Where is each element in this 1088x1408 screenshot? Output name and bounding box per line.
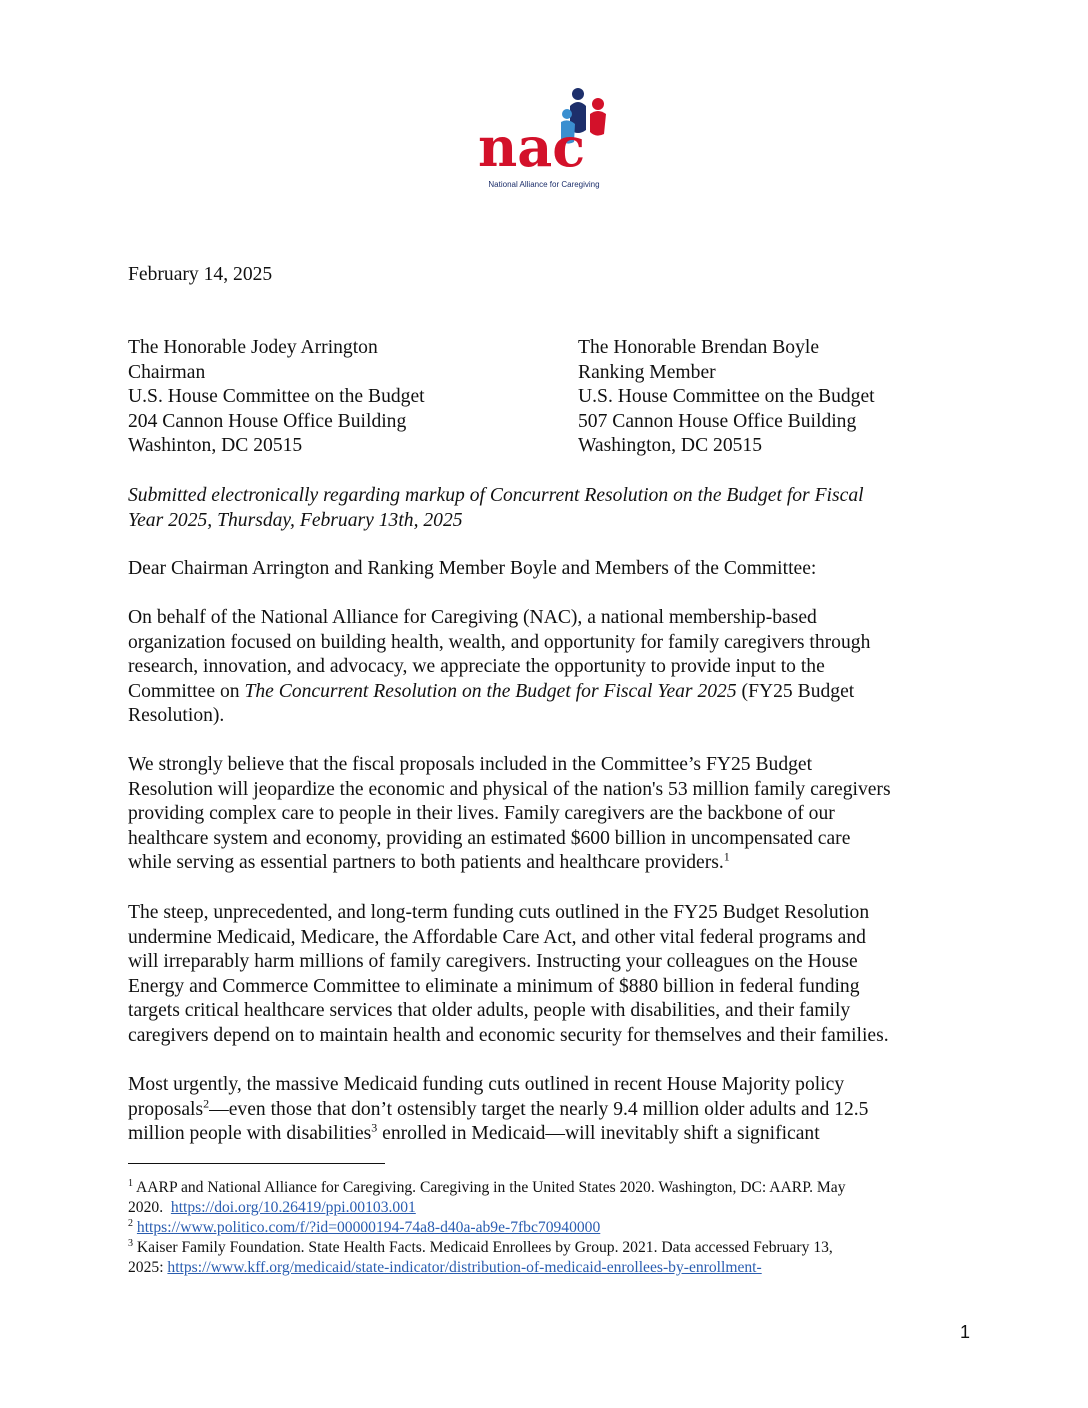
paragraph-intro [128,606,968,729]
page-number: 1 [959,1322,970,1342]
addressee-left-line: U.S. House Committee on the Budget [128,386,425,408]
footnote-1 [128,1178,968,1198]
footnote-mark: 2 [128,1217,133,1229]
paragraph-text: Committee on [128,680,245,702]
footnote-link[interactable]: https://doi.org/10.26419/ppi.00103.001 [170,1199,416,1216]
footnote-ref[interactable]: 2 [203,1096,210,1111]
addressee-right-line: Washington, DC 20515 [578,435,763,457]
paragraph-line: healthcare system and economy, providing an estimated $600 billion in uncompensated care [128,827,851,849]
footnote-text: AARP and National Alliance for Caregiving. Caregiving in the United States 2020. Washington, DC: AARP. May [133,1179,846,1196]
paragraph-line: providing complex care to people in their lives. Family caregivers are the backbone of our [128,803,835,825]
footnote-text: 2025: [128,1259,168,1276]
addressee-right [578,336,978,459]
paragraph-line: research, innovation, and advocacy, we appreciate the opportunity to provide input to the [128,656,825,678]
paragraph-line [128,851,968,876]
paragraph-line: undermine Medicaid, Medicare, the Affordable Care Act, and other vital federal programs and [128,926,866,948]
paragraph-line: Energy and Commerce Committee to eliminate a minimum of $880 billion in federal funding [128,975,860,997]
paragraph-line: We strongly believe that the fiscal proposals included in the Committee’s FY25 Budget [128,754,813,775]
paragraph-line: organization focused on building health, wealth, and opportunity for family caregivers through [128,631,871,653]
addressee-left-line: Washinton, DC 20515 [128,435,303,457]
footnote-3 [128,1238,968,1258]
footnote-divider [128,1163,385,1164]
paragraph-medicaid [128,1073,968,1147]
paragraph-cuts [128,901,968,1049]
paragraph-text: proposals [128,1098,204,1120]
paragraph-line: On behalf of the National Alliance for Caregiving (NAC), a national membership-based [128,607,817,628]
addressee-left-line: 204 Cannon House Office Building [128,410,407,432]
addressee-left-line: The Honorable Jodey Arrington [128,337,378,358]
footnote-mark: 1 [128,1177,133,1189]
footnote-3-cont [128,1258,968,1278]
letter-date: February 14, 2025 [128,264,273,285]
addressee-right-line: U.S. House Committee on the Budget [578,386,875,408]
paragraph-line: caregivers depend on to maintain health and economic security for themselves and their families. [128,1024,889,1046]
paragraph-line [128,1098,968,1123]
paragraph-line: The steep, unprecedented, and long-term funding cuts outlined in the FY25 Budget Resolution [128,902,870,923]
addressee-right-line: Ranking Member [578,361,716,383]
subject-line-text: Year 2025, Thursday, February 13th, 2025 [128,509,463,531]
paragraph-line: Resolution). [128,705,225,727]
footnote-mark: 3 [128,1237,133,1249]
logo-figure-head-red [592,98,604,110]
logo-figure-head-navy [572,88,584,100]
paragraph-line: Resolution will jeopardize the economic and physical of the nation's 53 million family caregivers [128,778,891,800]
footnote-text: 2020. [128,1199,171,1216]
footnote-2 [128,1218,968,1238]
footnote-link[interactable]: https://www.kff.org/medicaid/state-indicator/distribution-of-medicaid-enrollees-by-enrollment- [167,1259,762,1276]
footnote-1-cont [128,1198,968,1218]
paragraph-line [128,1122,968,1147]
paragraph-line: will irreparably harm millions of family caregivers. Instructing your colleagues on the House [128,951,858,973]
paragraph-line: targets critical healthcare services that older adults, people with disabilities, and their family [128,1000,851,1022]
paragraph-text: million people with disabilities [128,1123,372,1145]
footnote-text: Kaiser Family Foundation. State Health Facts. Medicaid Enrollees by Group. 2021. Data accessed February 13, [133,1239,833,1256]
addressee-left-line: Chairman [128,361,206,383]
addressee-right-line: The Honorable Brendan Boyle [578,337,820,358]
logo-figure-body-red [590,111,606,136]
nac-logo [474,84,614,194]
subject-line [128,484,968,533]
paragraph-line: Most urgently, the massive Medicaid funding cuts outlined in recent House Majority policy [128,1074,845,1095]
footnote-ref[interactable]: 3 [371,1120,378,1135]
paragraph-text: (FY25 Budget [736,680,855,702]
paragraph-text: enrolled in Medicaid—will inevitably shift a significant [377,1123,820,1145]
resolution-title: The Concurrent Resolution on the Budget for Fiscal Year 2025 [244,680,737,702]
paragraph-line [128,680,968,705]
paragraph-concern [128,753,968,876]
paragraph-text: while serving as essential partners to both patients and healthcare providers. [128,852,724,874]
nac-logo-graphic [474,84,614,180]
addressee-left [128,336,558,459]
addressee-right-line: 507 Cannon House Office Building [578,410,857,432]
footnotes [128,1178,968,1278]
subject-line-text: Submitted electronically regarding markup of Concurrent Resolution on the Budget for Fiscal [128,485,864,506]
logo-caption: National Alliance for Caregiving [488,180,600,189]
footnote-link[interactable]: https://www.politico.com/f/?id=00000194-74a8-d40a-ab9e-7fbc70940000 [136,1219,601,1236]
paragraph-text: —even those that don’t ostensibly target the nearly 9.4 million older adults and 12.5 [209,1098,869,1120]
salutation: Dear Chairman Arrington and Ranking Member Boyle and Members of the Committee: [128,558,817,579]
footnote-ref[interactable]: 1 [723,849,730,864]
logo-wordmark: nac [478,115,586,179]
